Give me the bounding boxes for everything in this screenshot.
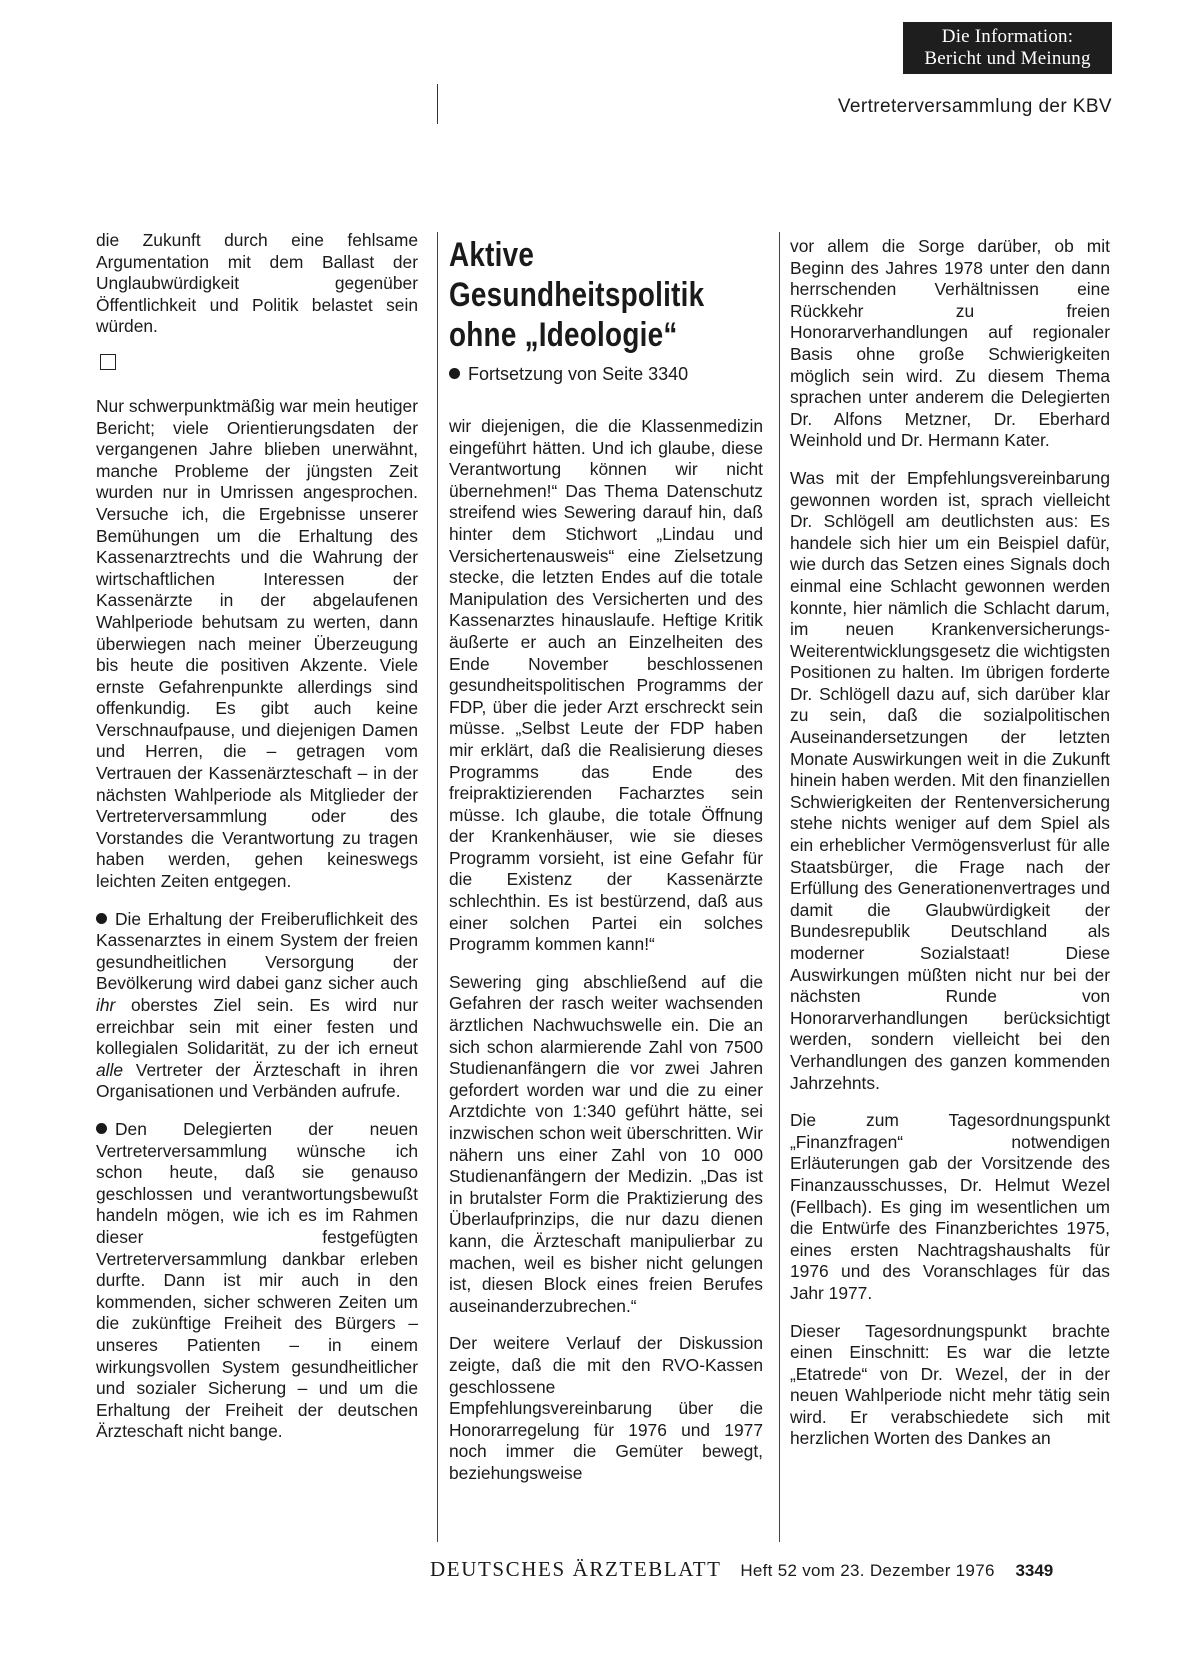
- bullet-icon: [449, 368, 460, 379]
- paragraph: Was mit der Empfehlungsvereinbarung gewonnen worden ist, sprach vielleicht Dr. Schlögell am deutlichsten aus: Es handele sich hier um ein Beispiel dafür, wie durch das Setzen eines Signals doch einmal eine Schlacht gewonnen werden konnte, hier nämlich die Schlacht darum, im neuen Krankenversicherungs-Weiterentwicklungsgesetz die wichtigsten Positionen zu halten. Im übrigen forderte Dr. Schlögell dazu auf, sich darüber klar zu sein, daß die sozialpolitischen Auseinandersetzungen der letzten Monate Auswirkungen weit in die Zukunft hinein haben werden. Mit den finanziellen Schwierigkeiten der Rentenversicherung stehe nichts weniger auf dem Spiel als ein erheblicher Vermögensverlust für alle Staatsbürger, die Frage nach der Erfüllung des Generationenvertrages und damit die Glaubwürdigkeit der Bundesrepublik Deutschland als moderner Sozialstaat! Diese Auswirkungen müßten nicht nur bei der nächsten Runde von Honorarverhandlungen berücksichtigt werden, sondern vielleicht bei den Verhandlungen des ganzen kommenden Jahrzehnts.: [790, 467, 1111, 1093]
- paragraph: Die zum Tagesordnungspunkt „Finanzfragen“ notwendigen Erläuterungen gab der Vorsitzende des Finanzausschusses, Dr. Helmut Wezel (Fellbach). Es ging im wesentlichen um die Entwürfe des Finanzberichtes 1975, eines ersten Nachtragshaushalts für 1976 und des Voranschlages für das Jahr 1977.: [790, 1110, 1110, 1303]
- continuation-text: Fortsetzung von Seite 3340: [468, 364, 689, 384]
- emphasis: ihr: [96, 995, 116, 1015]
- article-headline: [449, 235, 711, 355]
- bullet-paragraph: [96, 909, 418, 1103]
- column-divider-right: [779, 232, 780, 1542]
- text-run: oberstes Ziel sein. Es wird nur erreichbar sein mit einer festen und kollegialen Solidarität, zu der ich erneut: [96, 995, 418, 1059]
- headline-line-2: Gesundheitspolitik: [449, 276, 705, 314]
- issue-info: Heft 52 vom 23. Dezember 1976: [740, 1561, 995, 1580]
- text-run: Die Erhaltung der Freiberuflichkeit des Kassenarztes in einem System der freien gesundheitlichen Versorgung der Bevölkerung wird dabei ganz sicher auch: [96, 908, 418, 994]
- text-run: Vertreter der Ärzteschaft in ihren Organisationen und Verbänden aufrufe.: [96, 1059, 418, 1102]
- continuation-note: [449, 364, 688, 385]
- section-break-box-icon: [100, 354, 116, 370]
- column-2: [449, 416, 763, 1501]
- paragraph: vor allem die Sorge darüber, ob mit Beginn des Jahres 1978 unter den dann herrschenden Verhältnissen eine Rückkehr zu freien Honorarverhandlungen auf regionaler Basis ohne große Schwierigkeiten möglich sein wird. Zu diesem Thema sprachen unter anderem die Delegierten Dr. Alfons Metzner, Dr. Eberhard Weinhold und Dr. Hermann Kater.: [790, 236, 1110, 451]
- headline-line-3: ohne „Ideologie“: [449, 316, 678, 354]
- paragraph: die Zukunft durch eine fehlsame Argumentation mit dem Ballast der Unglaubwürdigkeit gegenüber Öffentlichkeit und Politik belastet sein würden.: [96, 230, 418, 337]
- page-footer: [430, 1557, 1053, 1582]
- bullet-paragraph: [96, 1119, 418, 1443]
- column-1: [96, 230, 418, 1459]
- badge-line-1: Die Information:: [941, 26, 1074, 47]
- text-run: Den Delegierten der neuen Vertreterversammlung wünsche ich schon heute, daß sie genauso geschlossen und verantwortungsbewußt handeln mögen, wie ich es im Rahmen dieser festgefügten Vertreterversammlung dankbar erleben durfte. Dann ist mir auch in den kommenden, sicher schweren Zeiten um die zukünftige Freiheit des Bürgers – unseres Patienten – in einem wirkungsvollen System gesundheitlicher und sozialer Sicherung – und um die Erhaltung der Freiheit der deutschen Ärzteschaft nicht bange.: [96, 1118, 418, 1442]
- column-3: [790, 236, 1110, 1466]
- headline-line-1: Aktive: [449, 236, 535, 274]
- paragraph: Der weitere Verlauf der Diskussion zeigte, daß die mit den RVO-Kassen geschlossene Empfehlungsvereinbarung über die Honorarregelung für 1976 und 1977 noch immer die Gemüter bewegt, beziehungsweise: [449, 1333, 763, 1483]
- paragraph: Dieser Tagesordnungspunkt brachte einen Einschnitt: Es war die letzte „Etatrede“ von Dr. Wezel, der in der neuen Wahlperiode nicht mehr tätig sein wird. Er verabschiedete sich mit herzlichen Worten des Dankes an: [790, 1320, 1110, 1449]
- column-divider-left: [437, 232, 438, 1542]
- paragraph: Nur schwerpunktmäßig war mein heutiger Bericht; viele Orientierungsdaten der vergangenen Jahre blieben unerwähnt, manche Probleme der jüngsten Zeit wurden nur in Umrissen angesprochen. Versuche ich, die Ergebnisse unserer Bemühungen um die Erhaltung des Kassenarztrechts und die Wahrung der wirtschaftlichen Interessen der Kassenärzte in der abgelaufenen Wahlperiode behutsam zu werten, dann überwiegen nach meiner Überzeugung bis heute die positiven Akzente. Viele ernste Gefahrenpunkte allerdings sind offenkundig. Es gibt auch keine Verschnaufpause, und diejenigen Damen und Herren, die – getragen vom Vertrauen der Kassenärzteschaft – in der nächsten Wahlperiode als Mitglieder der Vertreterversammlung oder des Vorstandes die Verantwortung zu tragen haben werden, gehen keineswegs leichten Zeiten entgegen.: [96, 395, 418, 892]
- bullet-icon: [96, 1123, 107, 1134]
- emphasis: alle: [96, 1059, 124, 1080]
- paragraph: wir diejenigen, die die Klassenmedizin eingeführt hätten. Und ich glaube, diese Verantwortung können wir nicht übernehmen!“ Das Thema Datenschutz streifend wies Sewering darauf hin, daß hinter dem Stichwort „Lindau und Versichertenausweis“ eine Zielsetzung stecke, die letzten Endes auf die totale Manipulation des Versicherten und des Kassenarztes hinauslaufe. Heftige Kritik äußerte er auch an Einzelheiten des Ende November beschlossenen gesundheitspolitischen Programms der FDP, über die jeder Arzt erschreckt sein müsse. „Selbst Leute der FDP haben mir erklärt, daß die Realisierung dieses Programms das Ende des freipraktizierenden Facharztes sein müsse. Ich glaube, die totale Öffnung der Krankenhäuser, wie sie dieses Programm vorsieht, ist eine Gefahr für die Existenz der Kassenärzte schlechthin. Es ist bestürzend, daß aus einer solchen Partei ein solches Programm kommen kann!“: [449, 416, 763, 955]
- journal-name: DEUTSCHES ÄRZTEBLATT: [430, 1557, 722, 1581]
- top-divider: [437, 84, 438, 124]
- page-number: 3349: [1015, 1561, 1054, 1580]
- section-title: Vertreterversammlung der KBV: [837, 96, 1112, 117]
- section-badge: [903, 22, 1112, 74]
- badge-line-2: Bericht und Meinung: [924, 48, 1091, 69]
- paragraph: Sewering ging abschließend auf die Gefahren der rasch weiter wachsenden ärztlichen Nachwuchswelle ein. Die an sich schon alarmierende Zahl von 7500 Studienanfängern die vor zwei Jahren gefordert worden war und die zu einer Arztdichte von 1:340 geführt hätte, sei inzwischen schon weit überschritten. Wir nähern uns einer Zahl von 10 000 Studienanfängern der Medizin. „Das ist in brutalster Form die Praktizierung des Überlaufprinzips, die nur dazu dienen kann, die Ärzteschaft manipulierbar zu machen, weil es bisher nicht gelungen ist, diesen Block eines freien Berufes auseinanderzubrechen.“: [449, 971, 763, 1316]
- bullet-icon: [96, 913, 107, 924]
